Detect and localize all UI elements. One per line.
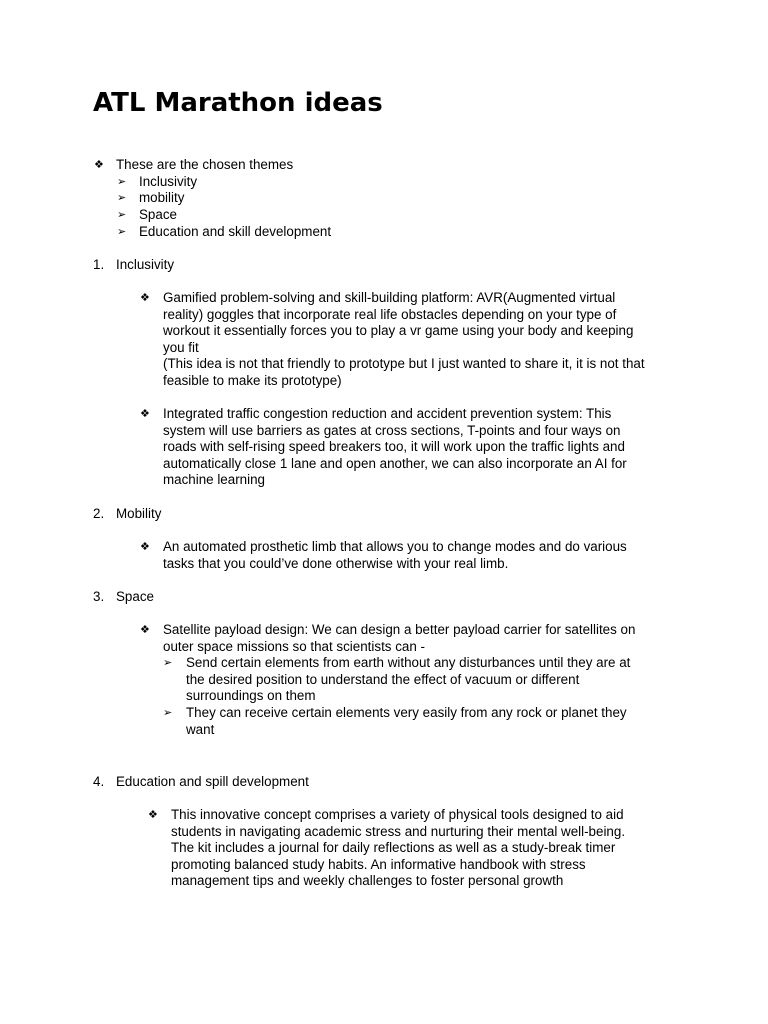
text-line: feasible to make its prototype) — [163, 372, 342, 388]
idea-text — [163, 539, 627, 572]
section-heading: Space — [116, 589, 154, 604]
text-line: system will use barriers as gates at cross sections, T-points and four ways on — [163, 422, 621, 438]
arrow-bullet-icon: ➢ — [117, 225, 127, 238]
arrow-bullet-icon: ➢ — [117, 175, 127, 188]
idea-text — [171, 807, 625, 890]
section-heading: Education and spill development — [116, 774, 309, 789]
subpoint-text — [186, 705, 627, 738]
theme-item: mobility — [139, 190, 185, 205]
diamond-bullet-icon: ❖ — [140, 540, 150, 553]
section-number: 4. — [93, 774, 105, 789]
text-line: (This idea is not that friendly to prototype but I just wanted to share it, it is not that — [163, 356, 645, 372]
text-line: you fit — [163, 339, 199, 355]
text-line: workout it essentially forces you to play a vr game using your body and keeping — [163, 323, 634, 339]
themes-intro: These are the chosen themes — [116, 157, 294, 172]
idea-text — [163, 406, 627, 489]
text-line: reality) goggles that incorporate real life obstacles depending on your type of — [163, 306, 617, 322]
text-line: Integrated traffic congestion reduction and accident prevention system: This — [163, 406, 612, 421]
diamond-bullet-icon: ❖ — [140, 407, 150, 420]
text-line: roads with self-rising speed breakers too, it will work upon the traffic lights and — [163, 439, 625, 455]
text-line: tasks that you could’ve done otherwise with your real limb. — [163, 555, 509, 571]
section-heading: Inclusivity — [116, 257, 175, 272]
document-title: ATL Marathon ideas — [93, 88, 383, 118]
diamond-bullet-icon: ❖ — [140, 291, 150, 304]
arrow-bullet-icon: ➢ — [117, 191, 127, 204]
text-line: machine learning — [163, 472, 265, 488]
text-line: Satellite payload design: We can design a better payload carrier for satellites on — [163, 622, 636, 637]
text-line: This innovative concept comprises a variety of physical tools designed to aid — [171, 807, 624, 822]
diamond-bullet-icon: ❖ — [94, 158, 104, 171]
subpoint-text — [186, 655, 630, 705]
idea-text — [163, 290, 645, 390]
text-line: An automated prosthetic limb that allows you to change modes and do various — [163, 539, 627, 554]
theme-item: Space — [139, 207, 177, 222]
text-line: students in navigating academic stress and nurturing their mental well-being. — [171, 823, 626, 839]
text-line: management tips and weekly challenges to foster personal growth — [171, 873, 564, 889]
arrow-bullet-icon: ➢ — [163, 706, 173, 719]
text-line: The kit includes a journal for daily reflections as well as a study-break timer — [171, 840, 616, 856]
text-line: Gamified problem-solving and skill-building platform: AVR(Augmented virtual — [163, 290, 616, 305]
text-line: They can receive certain elements very easily from any rock or planet they — [186, 705, 627, 720]
text-line: the desired position to understand the effect of vacuum or different — [186, 671, 580, 687]
section-number: 3. — [93, 589, 105, 604]
theme-item: Education and skill development — [139, 224, 332, 239]
text-line: surroundings on them — [186, 688, 316, 704]
text-line: want — [186, 721, 215, 737]
text-line: Send certain elements from earth without any disturbances until they are at — [186, 655, 631, 670]
diamond-bullet-icon: ❖ — [148, 808, 158, 821]
diamond-bullet-icon: ❖ — [140, 623, 150, 636]
section-number: 1. — [93, 257, 105, 272]
arrow-bullet-icon: ➢ — [163, 656, 173, 669]
text-line: promoting balanced study habits. An informative handbook with stress — [171, 856, 586, 872]
section-number: 2. — [93, 506, 105, 521]
section-heading: Mobility — [116, 506, 162, 521]
theme-item: Inclusivity — [139, 174, 198, 189]
arrow-bullet-icon: ➢ — [117, 208, 127, 221]
text-line: outer space missions so that scientists can - — [163, 638, 425, 654]
idea-text — [163, 622, 635, 655]
text-line: automatically close 1 lane and open another, we can also incorporate an AI for — [163, 455, 627, 471]
